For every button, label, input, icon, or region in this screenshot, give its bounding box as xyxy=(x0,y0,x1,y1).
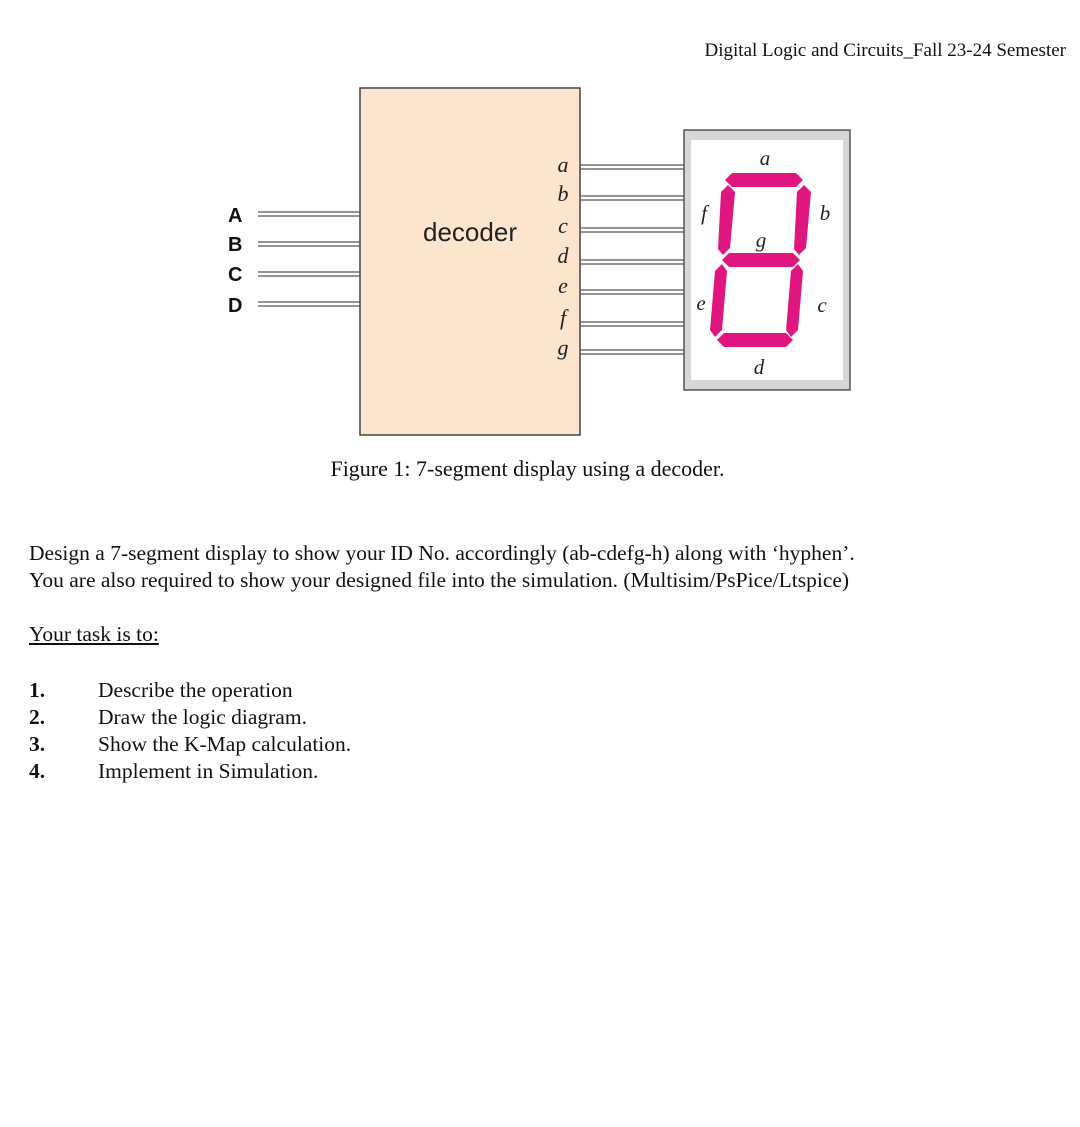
output-label-f: f xyxy=(559,305,567,330)
task-heading: Your task is to: xyxy=(29,622,159,646)
figure-caption: Figure 1: 7-segment display using a decoder. xyxy=(330,456,725,481)
task-text: Draw the logic diagram. xyxy=(98,705,307,729)
task-text: Implement in Simulation. xyxy=(98,759,319,783)
task-text: Show the K-Map calculation. xyxy=(98,732,352,756)
segment-g xyxy=(722,253,800,267)
output-label-b: b xyxy=(557,181,569,206)
assignment-description xyxy=(29,540,1059,594)
output-label-d: d xyxy=(557,243,569,268)
input-label-d: D xyxy=(228,295,243,317)
task-number: 3. xyxy=(29,732,46,756)
output-label-e: e xyxy=(558,273,568,298)
description-line-2: You are also required to show your designed file into the simulation. (Multisim/PsPice/Ltspice) xyxy=(29,568,850,592)
task-number: 4. xyxy=(29,759,46,783)
task-number: 2. xyxy=(29,705,46,729)
description-line-1: Design a 7-segment display to show your ID No. accordingly (ab-cdefg-h) along with ‘hyphen’. xyxy=(29,541,855,565)
display-label-d: d xyxy=(753,355,765,379)
task-number: 1. xyxy=(29,678,46,702)
output-wires xyxy=(580,165,684,354)
display-label-b: b xyxy=(819,201,831,225)
display-label-f: f xyxy=(701,201,707,225)
output-label-g: g xyxy=(557,335,569,360)
display-label-c: c xyxy=(817,293,827,317)
segment-a xyxy=(725,173,803,187)
segment-d xyxy=(717,333,793,347)
display-label-e: e xyxy=(696,291,706,315)
decoder-box xyxy=(360,88,580,435)
input-label-a: A xyxy=(228,205,243,227)
decoder-figure xyxy=(0,0,1080,500)
display-label-a: a xyxy=(759,146,771,170)
input-label-b: B xyxy=(228,234,243,256)
input-label-c: C xyxy=(228,264,243,286)
output-label-a: a xyxy=(557,152,569,177)
input-wires xyxy=(258,212,360,306)
task-text: Describe the operation xyxy=(98,678,293,702)
decoder-label: decoder xyxy=(423,217,517,247)
output-label-c: c xyxy=(558,213,568,238)
document-header: Digital Logic and Circuits_Fall 23-24 Semester xyxy=(704,40,1066,61)
display-label-g: g xyxy=(755,228,767,252)
